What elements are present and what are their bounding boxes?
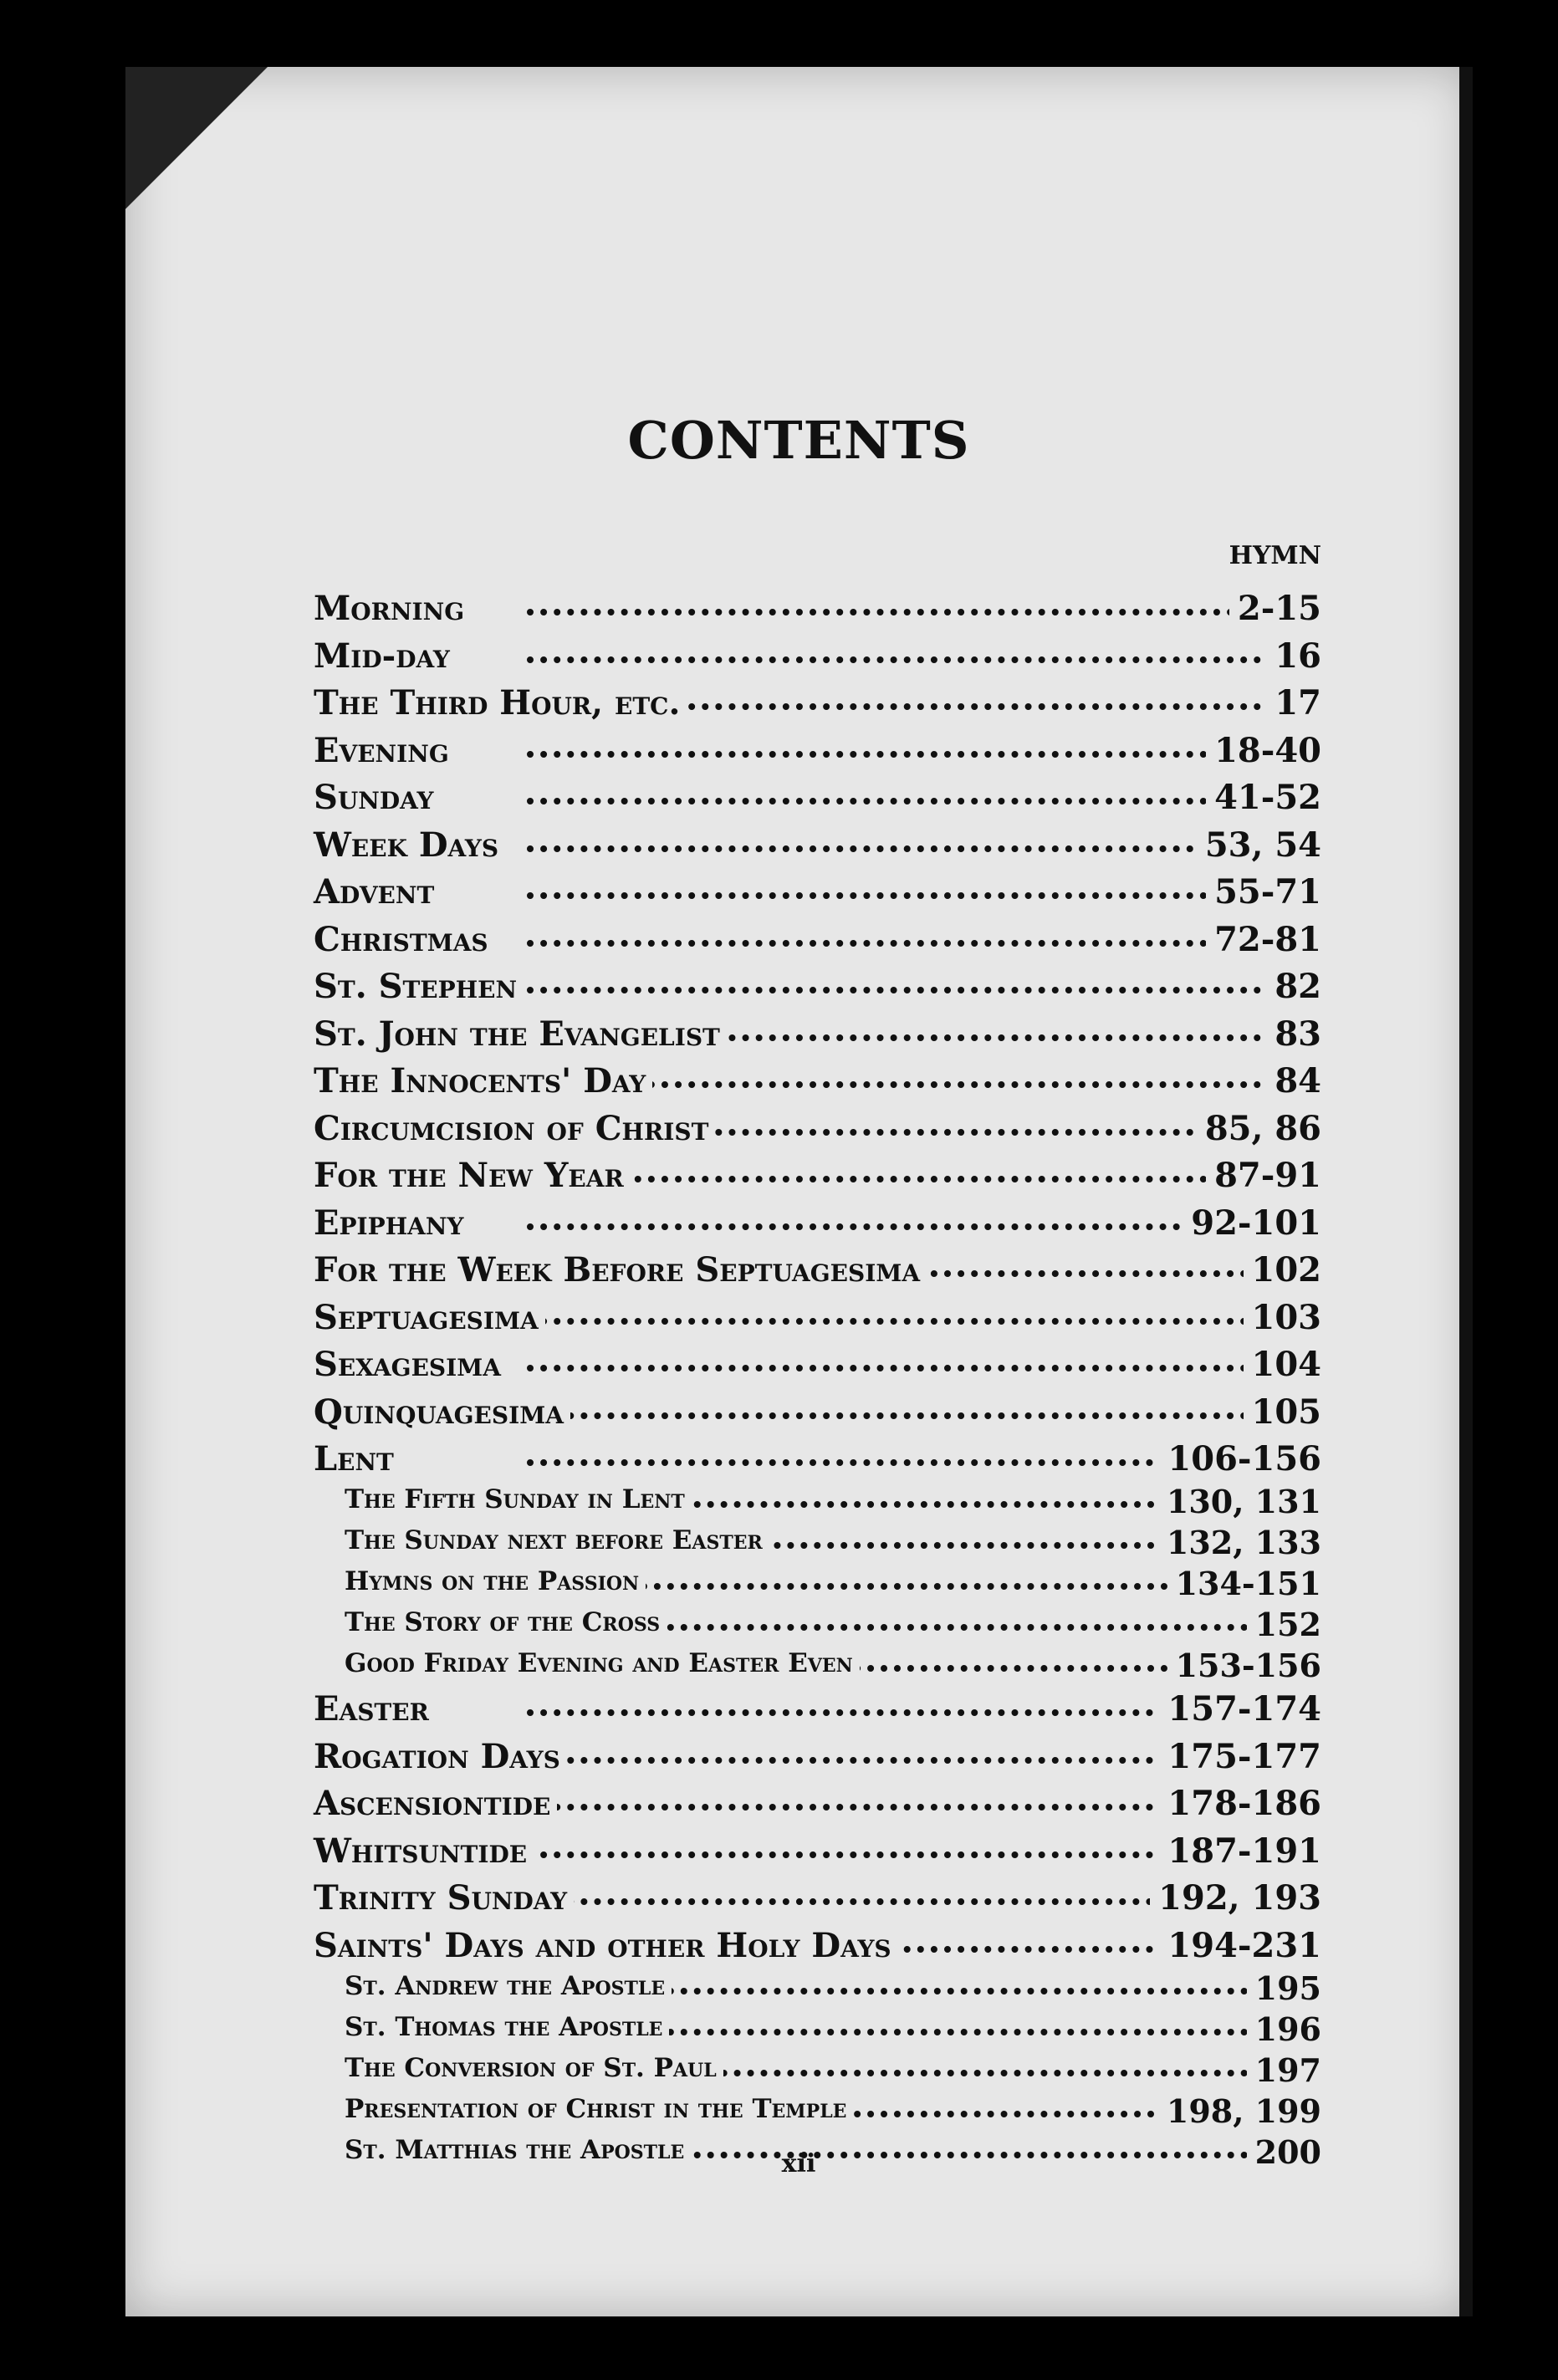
hymn-number: 194-231 (1159, 1926, 1321, 1965)
entry-title: Rogation Days (314, 1737, 567, 1776)
entry-title: Christmas (314, 920, 495, 959)
hymn-number: 82 (1266, 967, 1321, 1006)
hymn-number: 197 (1247, 2051, 1321, 2089)
entry-title: Mid-day (314, 636, 457, 676)
dot-leader (527, 751, 1288, 758)
toc-entry (125, 1247, 1472, 1294)
hymn-number: 102 (1244, 1250, 1322, 1290)
hymn-number: 153-156 (1167, 1647, 1321, 1684)
hymn-number: 130, 131 (1158, 1483, 1321, 1520)
toc-subentry (125, 1519, 1472, 1565)
page-title: CONTENTS (627, 410, 970, 471)
dot-leader (527, 1412, 1288, 1419)
hymn-number: 85, 86 (1197, 1109, 1321, 1148)
toc-entry (125, 1295, 1472, 1341)
hymn-number: 132, 133 (1158, 1524, 1321, 1561)
hymn-number: 92-101 (1183, 1203, 1321, 1243)
entry-title: Sunday (314, 778, 441, 817)
entry-title: The Conversion of St. Paul (345, 2053, 723, 2083)
entry-title: Hymns on the Passion (345, 1566, 646, 1596)
toc-entry (125, 1436, 1472, 1483)
entry-title: The Third Hour, etc. (314, 683, 687, 723)
page-corner-shadow (125, 67, 268, 209)
toc-subentry (125, 1601, 1472, 1647)
entry-title: Ascensiontide (314, 1784, 557, 1823)
toc-entry (125, 917, 1472, 963)
toc-entry (125, 1828, 1472, 1875)
hymn-number: 195 (1247, 1969, 1321, 2007)
dot-leader (527, 1365, 1288, 1371)
entry-title: Saints' Days and other Holy Days (314, 1926, 898, 1965)
hymn-number: 17 (1266, 683, 1321, 723)
page-number: xii (781, 2149, 816, 2178)
hymn-number: 134-151 (1167, 1565, 1321, 1602)
hymn-number: 41-52 (1206, 778, 1321, 817)
dot-leader (627, 1624, 1288, 1631)
entry-title: Easter (314, 1689, 436, 1729)
toc-entry (125, 1734, 1472, 1780)
entry-title: St. Andrew the Apostle (345, 1971, 672, 2001)
entry-title: The Sunday next before Easter (345, 1525, 769, 1555)
hymn-number: 198, 199 (1158, 2092, 1321, 2130)
toc-entry (125, 869, 1472, 916)
dot-leader (527, 892, 1288, 899)
toc-entry (125, 1200, 1472, 1247)
toc-entry (125, 1341, 1472, 1388)
hymn-number: 83 (1266, 1014, 1321, 1054)
entry-title: For the Week Before Septuagesima (314, 1250, 927, 1290)
hymn-number: 16 (1266, 636, 1321, 676)
toc-subentry (125, 2046, 1472, 2093)
hymn-number: 103 (1244, 1298, 1322, 1337)
dot-leader (527, 1318, 1288, 1325)
hymn-number: 175-177 (1159, 1737, 1321, 1776)
entry-title: Advent (314, 872, 441, 912)
entry-title: Week Days (314, 825, 505, 865)
toc-entry (125, 680, 1472, 727)
toc-entry (125, 963, 1472, 1010)
toc-entry (125, 1780, 1472, 1827)
toc-subentry (125, 1560, 1472, 1606)
toc-entry (125, 585, 1472, 632)
hymn-number: 187-191 (1159, 1831, 1321, 1871)
toc-entry (125, 1686, 1472, 1733)
hymn-number: 87-91 (1206, 1156, 1321, 1195)
toc-entry (125, 1389, 1472, 1436)
dot-leader (627, 2029, 1288, 2035)
hymn-number: 53, 54 (1197, 825, 1321, 865)
entry-title: Trinity Sunday (314, 1878, 574, 1918)
toc-entry (125, 1058, 1472, 1105)
entry-title: Sexagesima (314, 1345, 508, 1384)
hymn-number: 104 (1244, 1345, 1322, 1384)
entry-title: St. Stephen (314, 967, 524, 1006)
dot-leader (527, 1176, 1288, 1182)
dot-leader (527, 656, 1288, 663)
hymn-column-header: HYMN (1229, 541, 1321, 570)
entry-title: Septuagesima (314, 1298, 545, 1337)
toc-subentry (125, 1964, 1472, 2011)
entry-title: Morning (314, 589, 471, 628)
hymn-number: 152 (1247, 1606, 1321, 1643)
toc-entry (125, 1923, 1472, 1969)
hymn-number: 178-186 (1159, 1784, 1321, 1823)
toc-subentry (125, 1478, 1472, 1525)
entry-title: The Innocents' Day (314, 1061, 652, 1101)
entry-title: St. Matthias the Apostle (345, 2135, 691, 2165)
toc-entry (125, 774, 1472, 821)
toc-subentry (125, 1642, 1472, 1688)
hymn-number: 105 (1244, 1392, 1322, 1432)
hymn-number: 106-156 (1159, 1439, 1321, 1479)
entry-title: Quinquagesima (314, 1392, 570, 1432)
hymn-number: 200 (1247, 2133, 1321, 2171)
toc-entry (125, 633, 1472, 680)
hymn-number: 157-174 (1159, 1689, 1321, 1729)
entry-title: St. Thomas the Apostle (345, 2012, 669, 2042)
dot-leader (627, 1988, 1288, 1994)
entry-title: Presentation of Christ in the Temple (345, 2094, 853, 2124)
toc-entry (125, 1875, 1472, 1922)
dot-leader (527, 845, 1288, 852)
entry-title: Epiphany (314, 1203, 470, 1243)
entry-title: Circumcision of Christ (314, 1109, 715, 1148)
dot-leader (527, 987, 1288, 993)
toc-subentry (125, 2087, 1472, 2134)
dot-leader (527, 1223, 1288, 1230)
entry-title: For the New Year (314, 1156, 631, 1195)
entry-title: Evening (314, 731, 456, 770)
dot-leader (527, 798, 1288, 804)
hymn-number: 196 (1247, 2010, 1321, 2048)
dot-leader (527, 609, 1288, 615)
toc-entry (125, 1011, 1472, 1058)
toc-entry (125, 1152, 1472, 1199)
hymn-number: 2-15 (1229, 589, 1321, 628)
hymn-number: 55-71 (1206, 872, 1321, 912)
hymn-number: 72-81 (1206, 920, 1321, 959)
dot-leader (527, 940, 1288, 947)
hymn-number: 18-40 (1206, 731, 1321, 770)
toc-entry (125, 1106, 1472, 1152)
entry-title: The Fifth Sunday in Lent (345, 1484, 692, 1514)
entry-title: St. John the Evangelist (314, 1014, 727, 1054)
toc-subentry (125, 2005, 1472, 2052)
book-page (125, 67, 1472, 2316)
hymn-number: 84 (1266, 1061, 1321, 1101)
entry-title: Lent (314, 1439, 401, 1479)
hymn-number: 192, 193 (1150, 1878, 1321, 1918)
toc-entry (125, 822, 1472, 869)
entry-title: The Story of the Cross (345, 1607, 667, 1637)
entry-title: Whitsuntide (314, 1831, 534, 1871)
dot-leader (627, 2070, 1288, 2076)
toc-entry (125, 728, 1472, 774)
entry-title: Good Friday Evening and Easter Even (345, 1648, 860, 1678)
